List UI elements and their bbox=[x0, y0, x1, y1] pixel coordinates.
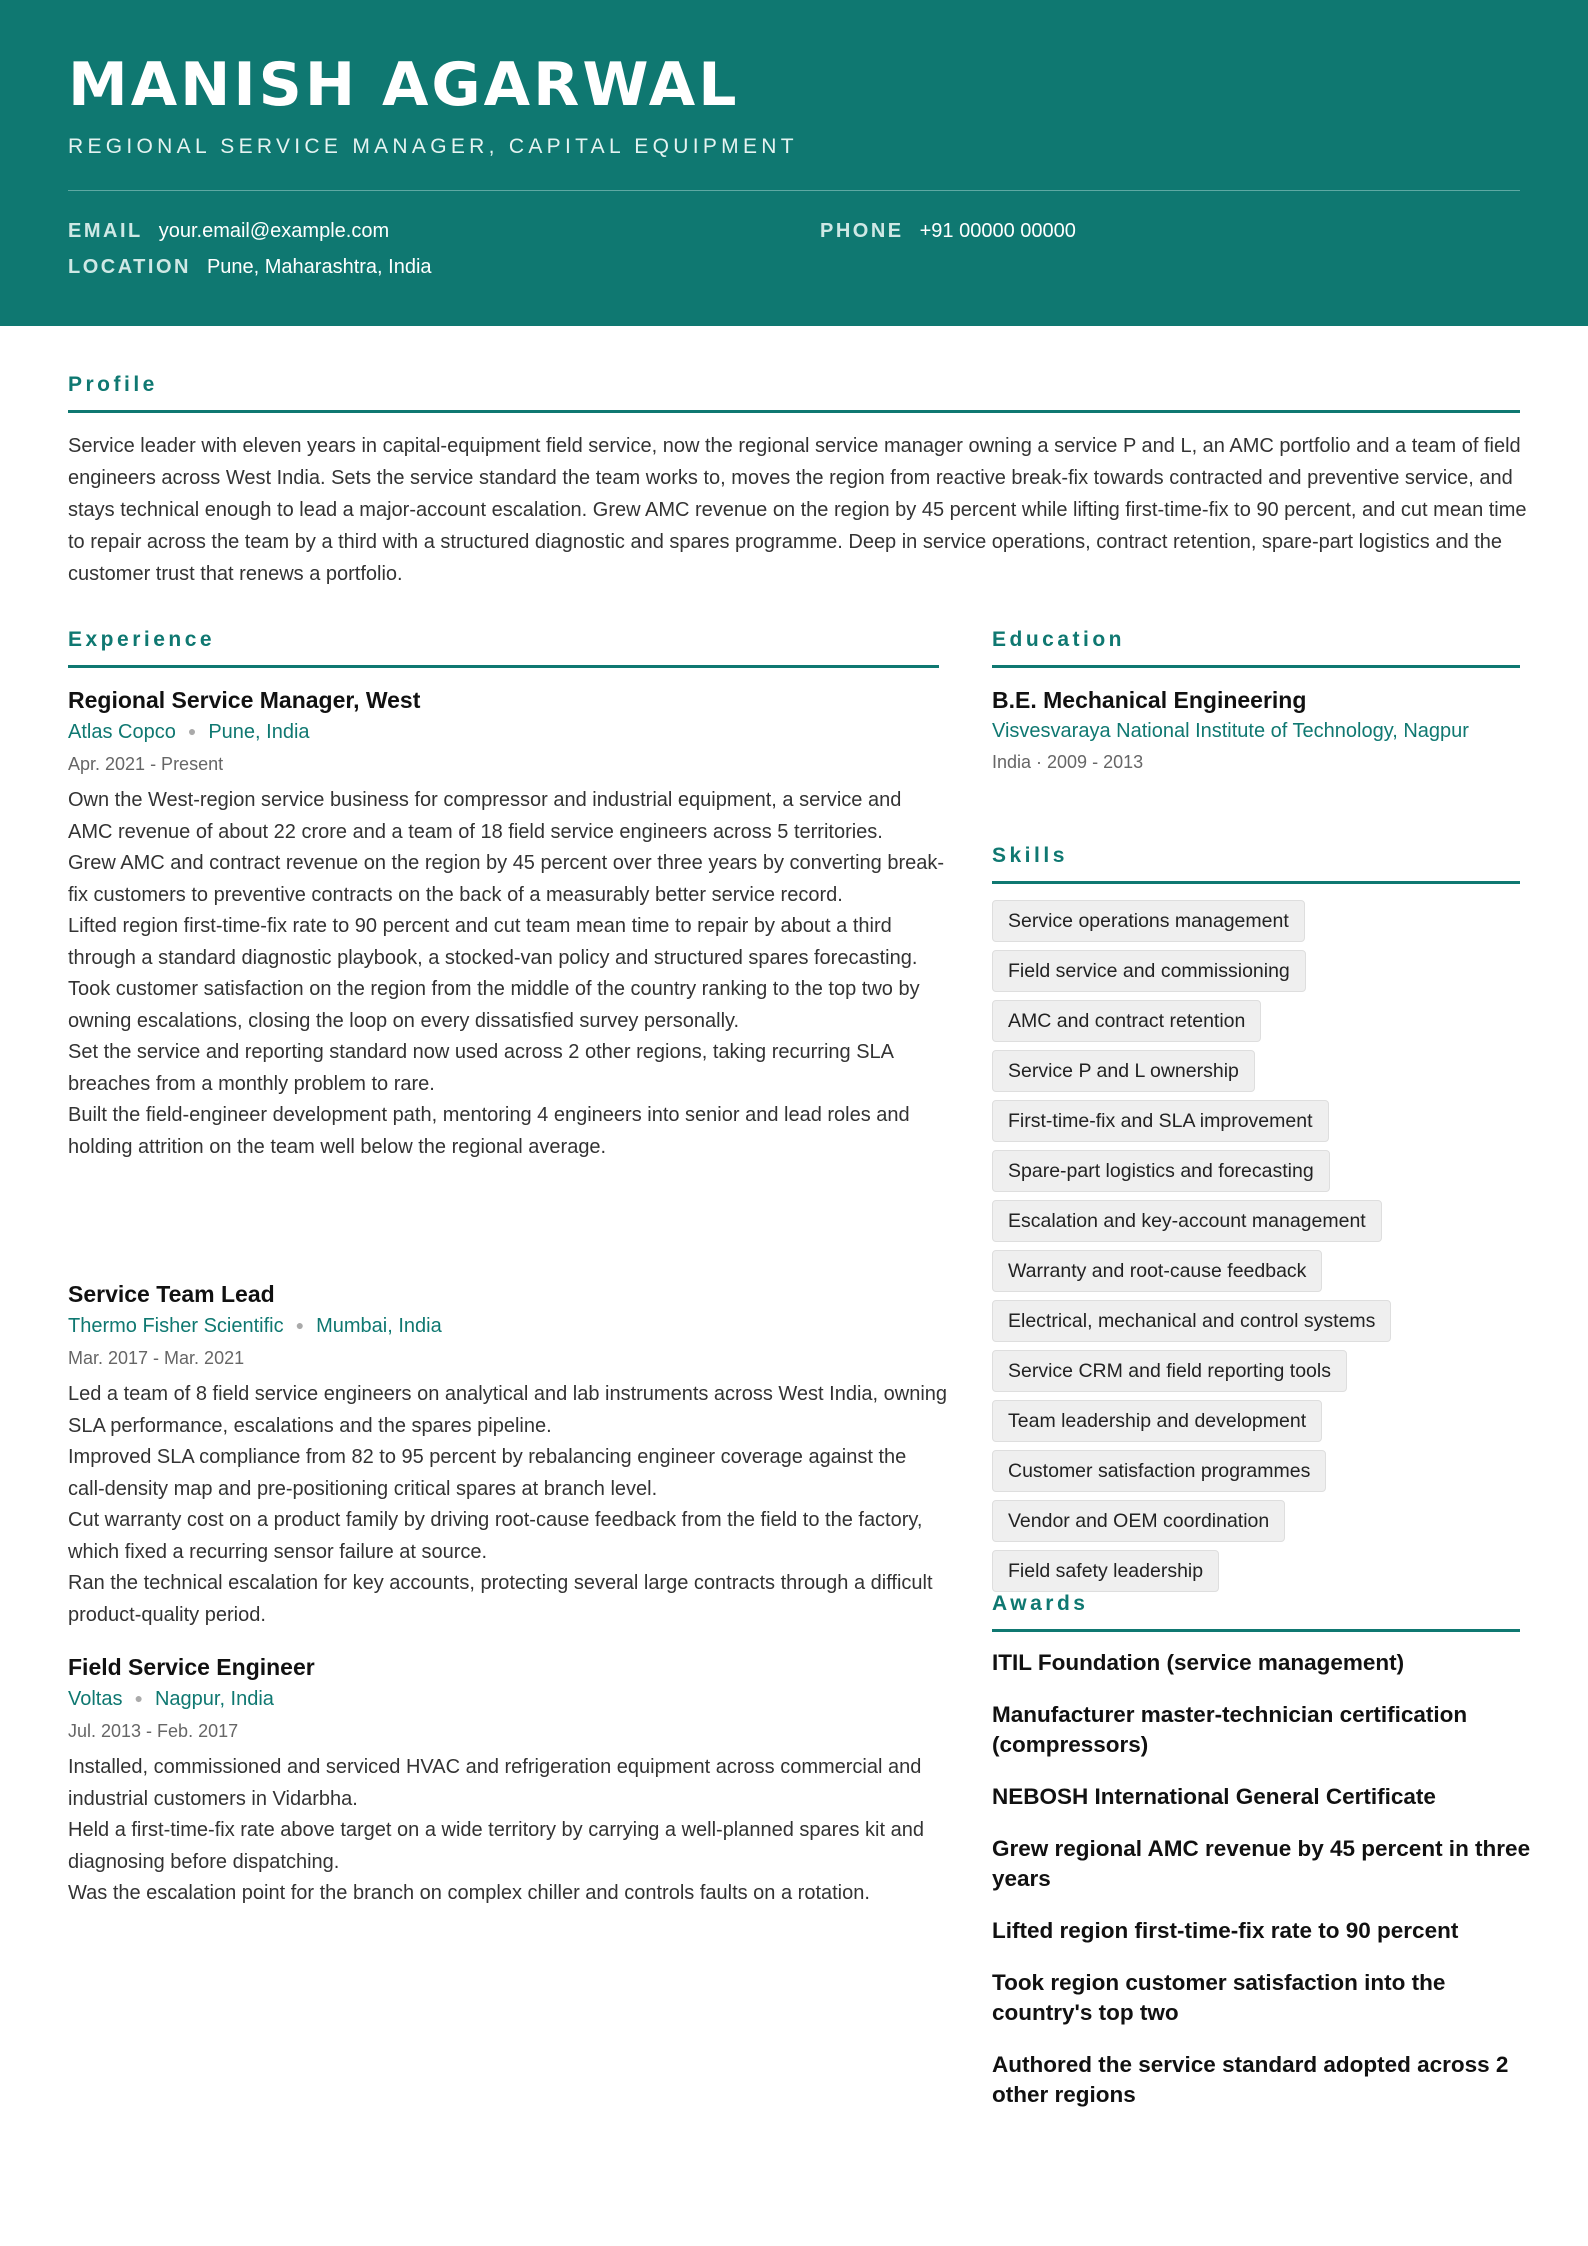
job-company: Voltas bbox=[68, 1688, 123, 1710]
skill-chip: Warranty and root-cause feedback bbox=[992, 1250, 1322, 1292]
job-bullet: Took customer satisfaction on the region from the middle of the country ranking to the top two by owning escalations, closing the loop on every dissatisfied survey personally. bbox=[68, 978, 920, 1032]
job-bullet: Led a team of 8 field service engineers on analytical and lab instruments across West India, owning SLA performance, escalations and the spares pipeline. bbox=[68, 1383, 948, 1437]
job-bullet: Was the escalation point for the branch on complex chiller and controls faults on a rotation. bbox=[68, 1882, 870, 1904]
job-bullet: Cut warranty cost on a product family by driving root-cause feedback from the field to the factory, which fixed a recurring sensor failure at source. bbox=[68, 1509, 923, 1563]
job-entry bbox=[68, 1651, 948, 1910]
award-item: Grew regional AMC revenue by 45 percent in three years bbox=[992, 1836, 1531, 1891]
job-location: Nagpur, India bbox=[154, 1688, 274, 1710]
experience-heading: Experience bbox=[68, 628, 216, 651]
separator-dot: ● bbox=[187, 723, 197, 739]
awards-divider bbox=[992, 1629, 1520, 1632]
skills-list bbox=[992, 900, 1522, 1600]
email-label: EMAIL bbox=[68, 220, 143, 242]
job-meta bbox=[68, 1683, 948, 1716]
email-value[interactable]: your.email@example.com bbox=[158, 220, 390, 242]
award-item: NEBOSH International General Certificate bbox=[992, 1784, 1436, 1809]
award-item: Manufacturer master-technician certification (compressors) bbox=[992, 1702, 1468, 1757]
education-divider bbox=[992, 665, 1520, 668]
separator-dot: ● bbox=[295, 1317, 305, 1333]
skill-chip: Vendor and OEM coordination bbox=[992, 1500, 1285, 1542]
job-bullet: Built the field-engineer development path, mentoring 4 engineers into senior and lead roles and holding attrition on the team well below the regional average. bbox=[68, 1104, 910, 1158]
education-meta: India · 2009 - 2013 bbox=[992, 752, 1144, 772]
skill-chip: Team leadership and development bbox=[992, 1400, 1322, 1442]
job-dates: Apr. 2021 - Present bbox=[68, 754, 224, 774]
profile-heading: Profile bbox=[68, 373, 158, 396]
job-title: Regional Service Manager, West bbox=[68, 687, 421, 713]
skill-chip: Escalation and key-account management bbox=[992, 1200, 1382, 1242]
skill-chip: Service CRM and field reporting tools bbox=[992, 1350, 1347, 1392]
job-bullets bbox=[68, 1752, 948, 1910]
skill-chip: First-time-fix and SLA improvement bbox=[992, 1100, 1329, 1142]
awards-list bbox=[992, 1648, 1532, 2132]
contact-phone bbox=[820, 218, 1076, 244]
job-bullet: Own the West-region service business for compressor and industrial equipment, a service and AMC revenue of about 22 crore and a team of 18 field service engineers across 5 territories. bbox=[68, 789, 902, 843]
job-bullet: Ran the technical escalation for key accounts, protecting several large contracts through a difficult product-quality period. bbox=[68, 1572, 933, 1626]
header-divider bbox=[68, 190, 1520, 191]
contact-location bbox=[68, 254, 432, 280]
job-dates: Jul. 2013 - Feb. 2017 bbox=[68, 1721, 239, 1741]
job-bullet: Lifted region first-time-fix rate to 90 percent and cut team mean time to repair by about a third through a standard diagnostic playbook, a stocked-van policy and structured spares forecasting. bbox=[68, 915, 918, 969]
award-item: Lifted region first-time-fix rate to 90 percent bbox=[992, 1918, 1459, 1943]
job-bullet: Improved SLA compliance from 82 to 95 percent by rebalancing engineer coverage against the call-density map and pre-positioning critical spares at branch level. bbox=[68, 1446, 907, 1500]
job-title: Field Service Engineer bbox=[68, 1654, 315, 1680]
award-item: Authored the service standard adopted across 2 other regions bbox=[992, 2052, 1509, 2107]
skill-chip: Field service and commissioning bbox=[992, 950, 1306, 992]
candidate-name: MANISH AGARWAL bbox=[68, 50, 740, 120]
education-heading: Education bbox=[992, 628, 1126, 651]
job-company: Atlas Copco bbox=[68, 721, 176, 743]
job-bullets bbox=[68, 785, 948, 1163]
skill-chip: Electrical, mechanical and control systems bbox=[992, 1300, 1391, 1342]
job-entry bbox=[68, 1278, 948, 1631]
job-entry bbox=[68, 684, 948, 1163]
job-bullet: Held a first-time-fix rate above target on a wide territory by carrying a well-planned spares kit and diagnosing before dispatching. bbox=[68, 1819, 924, 1873]
skills-heading: Skills bbox=[992, 844, 1068, 867]
education-degree: B.E. Mechanical Engineering bbox=[992, 687, 1307, 713]
job-meta bbox=[68, 716, 948, 749]
phone-value[interactable]: +91 00000 00000 bbox=[919, 220, 1076, 242]
job-bullets bbox=[68, 1379, 948, 1631]
resume-header bbox=[0, 0, 1588, 326]
skill-chip: Spare-part logistics and forecasting bbox=[992, 1150, 1330, 1192]
skill-chip: AMC and contract retention bbox=[992, 1000, 1261, 1042]
experience-divider bbox=[68, 665, 939, 668]
job-dates: Mar. 2017 - Mar. 2021 bbox=[68, 1348, 245, 1368]
awards-heading: Awards bbox=[992, 1592, 1089, 1615]
job-location: Pune, India bbox=[208, 721, 310, 743]
job-location: Mumbai, India bbox=[316, 1315, 442, 1337]
separator-dot: ● bbox=[134, 1690, 143, 1706]
job-bullet: Set the service and reporting standard now used across 2 other regions, taking recurring SLA breaches from a monthly problem to rare. bbox=[68, 1041, 893, 1095]
skill-chip: Field safety leadership bbox=[992, 1550, 1219, 1592]
phone-label: PHONE bbox=[820, 220, 904, 242]
education-entry bbox=[992, 684, 1512, 777]
job-bullet: Installed, commissioned and serviced HVAC and refrigeration equipment across commercial and industrial customers in Vidarbha. bbox=[68, 1756, 922, 1810]
job-title: Service Team Lead bbox=[68, 1281, 275, 1307]
profile-text: Service leader with eleven years in capital-equipment field service, now the regional service manager owning a service P and L, an AMC portfolio and a team of field engineers across West India. Sets the service standard the team works to, moves the region from reactive break-fix towards contracted and preventive service, and stays technical enough to lead a major-account escalation. Grew AMC revenue on the region by 45 percent while lifting first-time-fix to 90 percent, and cut mean time to repair across the team by a third with a structured diagnostic and spares programme. Deep in service operations, contract retention, spare-part logistics and the customer trust that renews a portfolio. bbox=[68, 435, 1527, 585]
skills-divider bbox=[992, 881, 1520, 884]
skill-chip: Customer satisfaction programmes bbox=[992, 1450, 1326, 1492]
contact-email bbox=[68, 218, 389, 244]
job-bullet: Grew AMC and contract revenue on the region by 45 percent over three years by converting break-fix customers to preventive contracts on the back of a measurably better service record. bbox=[68, 852, 945, 906]
education-school: Visvesvaraya National Institute of Technology, Nagpur bbox=[992, 720, 1469, 742]
job-meta bbox=[68, 1310, 948, 1343]
skill-chip: Service operations management bbox=[992, 900, 1305, 942]
skill-chip: Service P and L ownership bbox=[992, 1050, 1255, 1092]
location-label: LOCATION bbox=[68, 256, 191, 278]
location-value: Pune, Maharashtra, India bbox=[206, 256, 432, 278]
profile-divider bbox=[68, 410, 1520, 413]
award-item: ITIL Foundation (service management) bbox=[992, 1650, 1405, 1675]
award-item: Took region customer satisfaction into the country's top two bbox=[992, 1970, 1446, 2025]
job-company: Thermo Fisher Scientific bbox=[68, 1315, 284, 1337]
candidate-title: REGIONAL SERVICE MANAGER, CAPITAL EQUIPMENT bbox=[68, 135, 798, 158]
